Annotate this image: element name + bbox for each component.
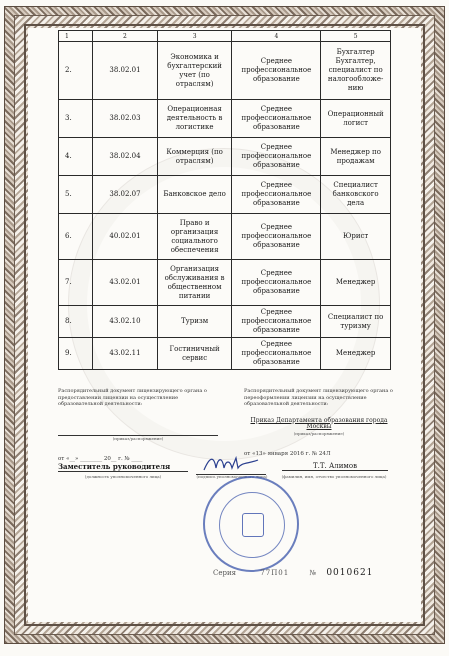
qualification: Менеджер по продажам	[321, 138, 391, 176]
header-col-1: 1	[59, 31, 93, 42]
programs-table	[58, 30, 391, 370]
signatory-title: Заместитель руководителя	[58, 462, 188, 472]
header-col-2: 2	[93, 31, 158, 42]
education-level: Среднее профессиональное образование	[232, 214, 321, 260]
program-name: Банковское дело	[157, 176, 232, 214]
qualification: Менеджер	[321, 260, 391, 306]
table-row	[59, 260, 391, 306]
education-level: Среднее профессиональное образование	[232, 306, 321, 338]
education-level: Среднее профессиональное образование	[232, 138, 321, 176]
table-row	[59, 214, 391, 260]
program-code: 43.02.11	[93, 338, 158, 370]
series-value: 77П01	[260, 569, 290, 577]
education-level: Среднее профессиональное образование	[232, 100, 321, 138]
reissue-document	[244, 388, 394, 458]
original-issue-caption: Распорядительный документ лицензирующего органа о предоставлении лицензии на осуществление образовательной деятельности:	[58, 388, 207, 407]
reissue-date: от «13» января 2016 г. № 24Л	[244, 451, 331, 457]
table-row	[59, 306, 391, 338]
program-code: 43.02.10	[93, 306, 158, 338]
reissue-order-name: Приказ Департамента образования города Москвы	[250, 416, 388, 430]
program-name: Коммерция (по отраслям)	[157, 138, 232, 176]
program-name: Организация обслуживания в общественном питании	[157, 260, 232, 306]
program-code: 38.02.04	[93, 138, 158, 176]
form-number: 0010621	[326, 568, 374, 578]
education-level: Среднее профессиональное образование	[232, 42, 321, 100]
number-label: №	[309, 569, 317, 577]
qualification: Менеджер	[321, 338, 391, 370]
signatory-title-sub: (должность уполномоченного лица)	[84, 474, 162, 479]
row-number: 7.	[59, 260, 93, 306]
table-row	[59, 100, 391, 138]
document-body	[28, 28, 421, 622]
signature-block	[58, 462, 391, 482]
education-level: Среднее профессиональное образование	[232, 260, 321, 306]
program-name: Операционная деятельность в логистике	[157, 100, 232, 138]
program-name: Гостиничный сервис	[157, 338, 232, 370]
qualification: Специалист по туризму	[321, 306, 391, 338]
seal-inner-ring	[219, 492, 285, 558]
program-name: Право и организация социального обеспечения	[157, 214, 232, 260]
reissue-order-sub: (приказ/распоряжение)	[293, 430, 345, 436]
row-number: 2.	[59, 42, 93, 100]
program-code: 38.02.07	[93, 176, 158, 214]
form-serial	[213, 568, 373, 578]
row-number: 9.	[59, 338, 93, 370]
program-code: 38.02.01	[93, 42, 158, 100]
program-name: Туризм	[157, 306, 232, 338]
row-number: 4.	[59, 138, 93, 176]
program-code: 40.02.01	[93, 214, 158, 260]
official-seal	[203, 476, 299, 572]
seal-emblem	[242, 513, 264, 537]
signature-sub: (подпись уполномоченного лица)	[196, 474, 268, 479]
education-level: Среднее профессиональное образование	[232, 176, 321, 214]
row-number: 6.	[59, 214, 93, 260]
order-type-sub: (приказ/распоряжение)	[112, 435, 164, 441]
table-row	[59, 42, 391, 100]
signatory-name-sub: (фамилия, имя, отчество уполномоченного лица)	[281, 474, 387, 479]
row-number: 8.	[59, 306, 93, 338]
header-col-5: 5	[321, 31, 391, 42]
table-header-row	[59, 31, 391, 42]
series-label: Серия	[213, 569, 237, 577]
education-level: Среднее профессиональное образование	[232, 338, 321, 370]
reissue-caption: Распорядительный документ лицензирующего органа о переоформлении лицензии на осуществление образовательной деятельности:	[244, 388, 393, 407]
qualification: Юрист	[321, 214, 391, 260]
row-number: 5.	[59, 176, 93, 214]
header-col-4: 4	[232, 31, 321, 42]
program-name: Экономика и бухгалтерский учет (по отраслям)	[157, 42, 232, 100]
program-code: 38.02.03	[93, 100, 158, 138]
qualification: Операционный логист	[321, 100, 391, 138]
table-row	[59, 138, 391, 176]
blank-line	[58, 426, 218, 436]
table-row	[59, 338, 391, 370]
header-col-3: 3	[157, 31, 232, 42]
row-number: 3.	[59, 100, 93, 138]
original-issue-document	[58, 388, 218, 463]
original-issue-date: от «__» ________ 20__ г. № ____	[58, 456, 143, 462]
qualification: Бухгалтер Бухгалтер, специалист по налогообложе-нию	[321, 42, 391, 100]
program-code: 43.02.01	[93, 260, 158, 306]
table-row	[59, 176, 391, 214]
signatory-name: Т.Т. Алимов	[282, 462, 388, 471]
qualification: Специалист банковского дела	[321, 176, 391, 214]
